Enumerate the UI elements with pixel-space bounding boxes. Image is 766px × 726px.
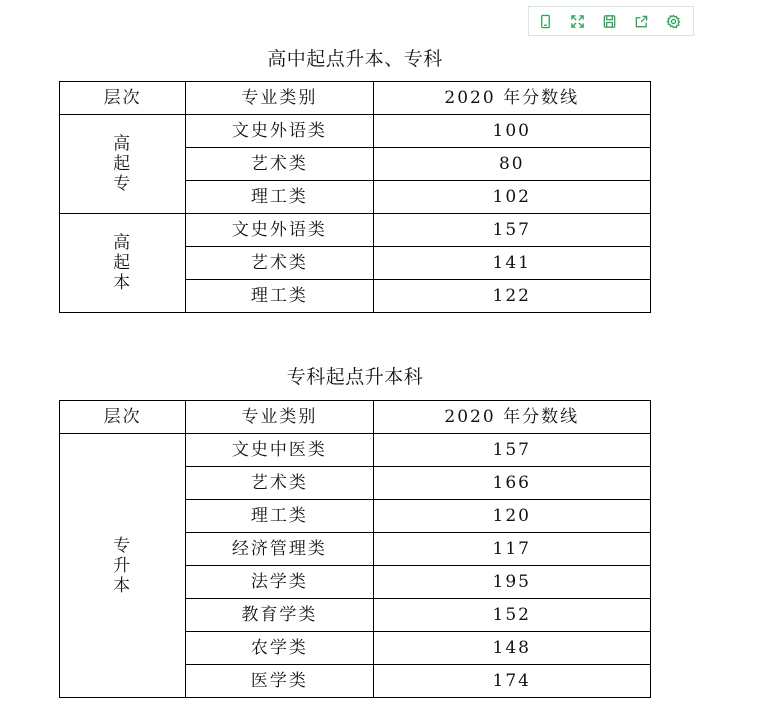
table1: [59, 81, 651, 313]
category-cell: 艺术类: [186, 467, 373, 500]
table-header-row: [60, 401, 651, 434]
category-cell: 理工类: [186, 181, 373, 214]
category-cell: 医学类: [186, 665, 373, 698]
score-cell: 152: [373, 599, 650, 632]
category-cell: 教育学类: [186, 599, 373, 632]
header-cell: 层次: [60, 82, 186, 115]
header-cell: 专业类别: [186, 401, 373, 434]
table2-title: 专科起点升本科: [286, 366, 424, 388]
fullscreen-button[interactable]: [561, 7, 593, 35]
save-icon: [602, 14, 617, 29]
header-cell: 层次: [60, 401, 186, 434]
category-cell: 文史外语类: [186, 214, 373, 247]
header-cell: 2020 年分数线: [373, 401, 650, 434]
table-row: [60, 115, 651, 148]
category-cell: 法学类: [186, 566, 373, 599]
level-label: 高起专: [113, 134, 133, 194]
level-label: 高起本: [113, 233, 133, 293]
score-cell: 122: [373, 280, 650, 313]
table-row: [60, 214, 651, 247]
category-cell: 艺术类: [186, 247, 373, 280]
score-cell: 100: [373, 115, 650, 148]
header-cell: 专业类别: [186, 82, 373, 115]
share-button[interactable]: [625, 7, 657, 35]
score-cell: 166: [373, 467, 650, 500]
score-cell: 117: [373, 533, 650, 566]
category-cell: 文史中医类: [186, 434, 373, 467]
score-cell: 148: [373, 632, 650, 665]
category-cell: 艺术类: [186, 148, 373, 181]
table-row: [60, 434, 651, 467]
phone-view-button[interactable]: [529, 7, 561, 35]
save-button[interactable]: [593, 7, 625, 35]
level-cell: [60, 434, 186, 698]
score-cell: 120: [373, 500, 650, 533]
category-cell: 理工类: [186, 500, 373, 533]
category-cell: 理工类: [186, 280, 373, 313]
table2: [59, 400, 651, 698]
score-cell: 102: [373, 181, 650, 214]
score-cell: 157: [373, 214, 650, 247]
header-cell: 2020 年分数线: [373, 82, 650, 115]
category-cell: 文史外语类: [186, 115, 373, 148]
gear-icon: [666, 14, 681, 29]
reader-toolbar: [528, 6, 694, 36]
score-cell: 195: [373, 566, 650, 599]
score-cell: 80: [373, 148, 650, 181]
level-cell: [60, 115, 186, 214]
table-header-row: [60, 82, 651, 115]
category-cell: 农学类: [186, 632, 373, 665]
settings-button[interactable]: [657, 7, 689, 35]
category-cell: 经济管理类: [186, 533, 373, 566]
score-cell: 141: [373, 247, 650, 280]
share-icon: [634, 14, 649, 29]
table1-title: 高中起点升本、专科: [267, 48, 443, 70]
level-label: 专升本: [113, 535, 133, 596]
expand-icon: [570, 14, 585, 29]
phone-icon: [538, 14, 553, 29]
score-cell: 157: [373, 434, 650, 467]
score-cell: 174: [373, 665, 650, 698]
level-cell: [60, 214, 186, 313]
